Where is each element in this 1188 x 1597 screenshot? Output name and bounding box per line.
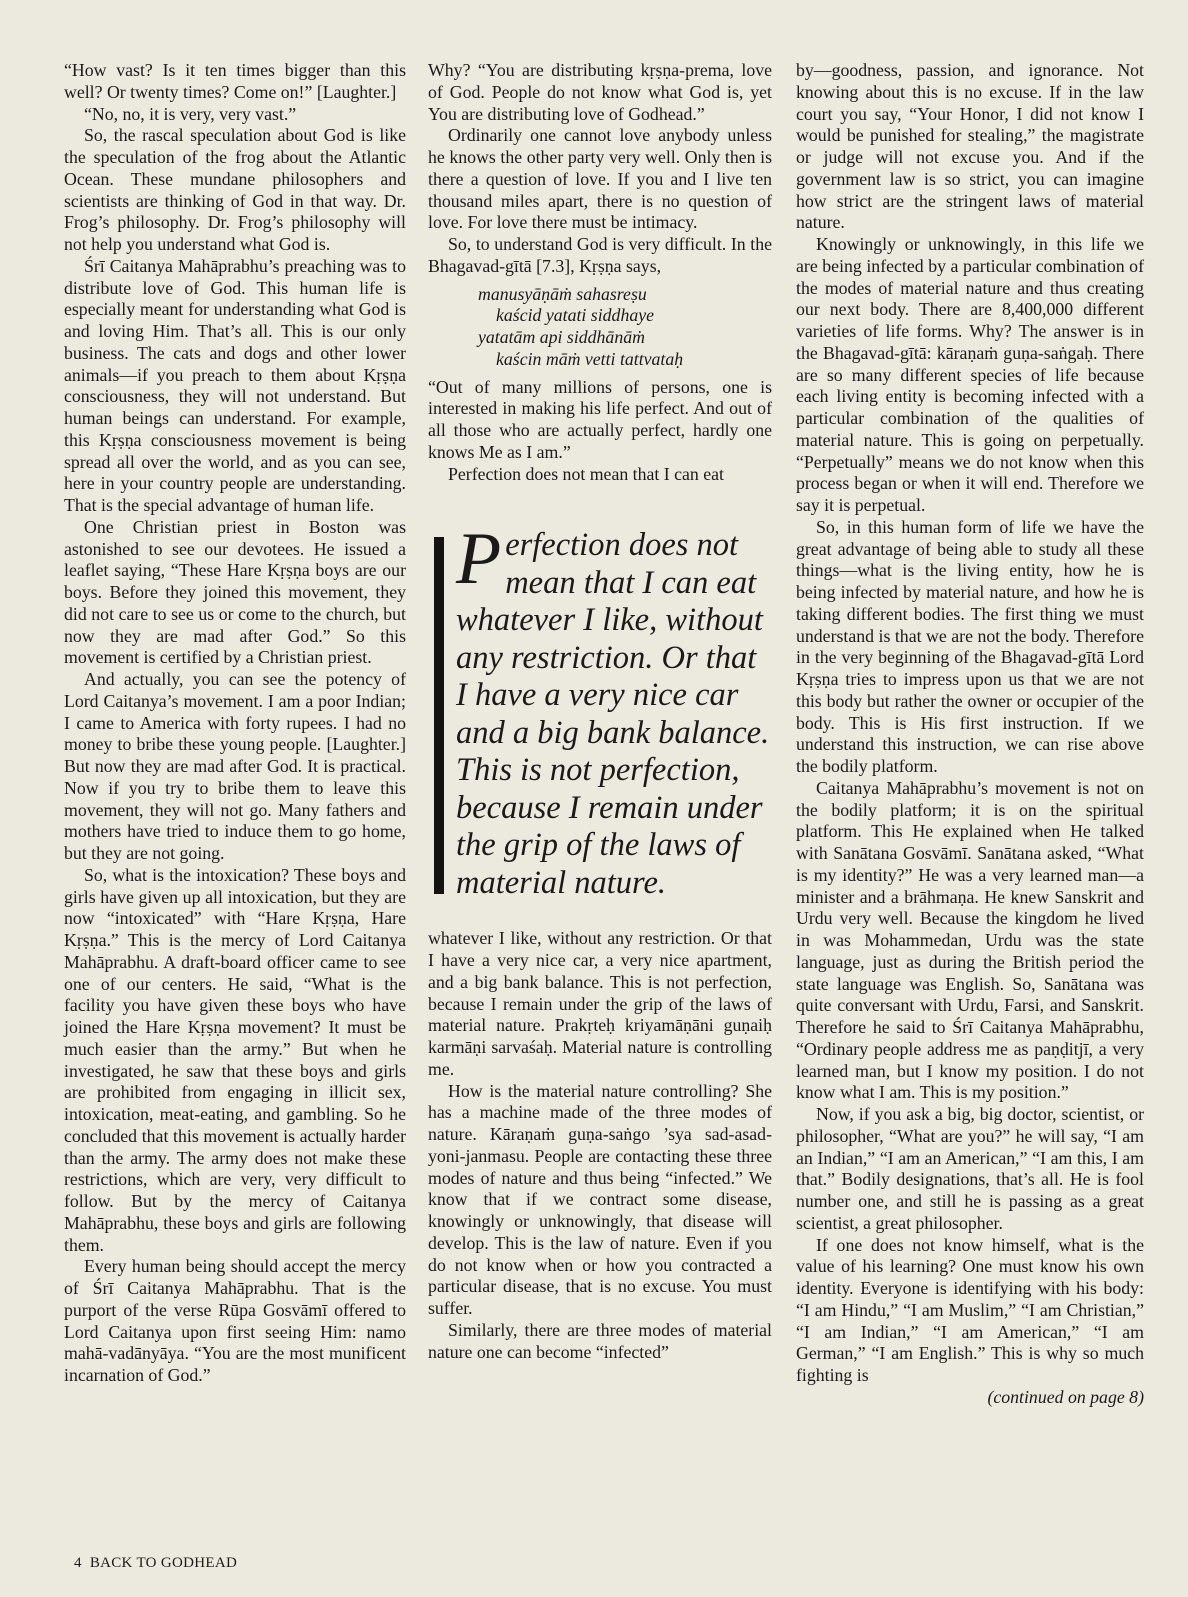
paragraph: And actually, you can see the potency of Lord Caitanya’s movement. I am a poor Indian; I came to America with forty rupees. I had no money to bribe these young people. [Laughter.] But now they are mad after God. It is practical. Now if you try to bribe them to leave this movement, they will not go. Many fathers and mothers have tried to induce them to go home, but they are not going.: [64, 669, 406, 863]
paragraph: Why? “You are distributing kṛṣṇa-prema, love of God. People do not know what God is, yet You are distributing love of Godhead.”: [428, 60, 772, 124]
column-2: [428, 60, 772, 1363]
paragraph: One Christian priest in Boston was astonished to see our devotees. He issued a leaflet saying, “These Hare Kṛṣṇa boys are our boys. Before they joined this movement, they did not care to see us or come to the church, but now they are mad after God.” So this movement is certified by a Christian priest.: [64, 516, 406, 668]
sanskrit-verse: [478, 284, 772, 371]
column-3: [796, 60, 1144, 1409]
paragraph: Perfection does not mean that I can eat: [448, 463, 724, 484]
pull-quote-rule: [434, 537, 444, 894]
paragraph: Similarly, there are three modes of material nature one can become “infected”: [428, 1319, 772, 1362]
paragraph: So, to understand God is very difficult. In the Bhagavad-gītā [7.3], Kṛṣṇa says,: [428, 234, 772, 276]
paragraph: Every human being should accept the mercy of Śrī Caitanya Mahāprabhu. That is the purport of the verse Rūpa Gosvāmī offered to Lord Caitanya upon first seeing Him: namo mahā-vadānyāya. “You are the most munificent incarnation of God.”: [64, 1256, 406, 1385]
verse-line: manusyāṇāṁ sahasreṣu: [478, 283, 647, 304]
verse-line: kaścin māṁ vetti tattvataḥ: [496, 348, 684, 369]
paragraph: Knowingly or unknowingly, in this life we are being infected by a particular combination of the modes of material nature and thus creating our next body. There are 8,400,000 different varieties of life forms. Why? The answer is in the Bhagavad-gītā: kāraṇaṁ guṇa-saṅgaḥ. There are so many different species of life because each living entity is becoming infected with a particular combination of the qualities of material nature. This is going on perpetually. “Perpetually” means we do not know when this process began or when it will end. Therefore we say it is perpetual.: [796, 234, 1144, 515]
verse-line: kaścid yatati siddhaye: [496, 305, 655, 326]
magazine-title: BACK TO GODHEAD: [89, 1555, 238, 1571]
paragraph: “How vast? Is it ten times bigger than this well? Or twenty times? Come on!” [Laughter.]: [64, 60, 406, 102]
paragraph: So, the rascal speculation about God is like the speculation of the frog about the Atlantic Ocean. These mundane philosophers and scientists are thinking of God in that way. Dr. Frog’s philosophy. Dr. Frog’s philosophy will not help you understand what God is.: [64, 125, 406, 254]
pull-quote-text: erfection does not mean that I can eat whatever I like, without any restriction. Or that I have a very nice car and a big bank balance. This is not perfection, because I remain under the grip of the laws of material nature.: [456, 527, 770, 901]
paragraph: “No, no, it is very, very vast.”: [84, 103, 297, 124]
paragraph: How is the material nature controlling? She has a machine made of the three modes of nature. Kāraṇaṁ guṇa-saṅgo ’sya sad-asad-yoni-janmasu. People are contacting these three modes of nature and thus being “infected.” We know that if we contract some disease, knowingly or unknowingly, that disease will develop. This is the law of nature. Even if you do not know when or how you contracted a particular disease, that is no excuse. You must suffer.: [428, 1080, 772, 1318]
drop-cap: P: [456, 518, 502, 601]
paragraph: “Out of many millions of persons, one is interested in making his life perfect. And out of all those who are actually perfect, hardly one knows Me as I am.”: [428, 376, 772, 462]
paragraph: If one does not know himself, what is the value of his learning? One must know his own identity. Everyone is identifying with his body: “I am Hindu,” “I am Muslim,” “I am Christian,” “I am Indian,” “I am American,” “I am German,” “I am English.” This is why so much fighting is: [796, 1234, 1144, 1385]
paragraph: Ordinarily one cannot love anybody unless he knows the other party very well. Only then is there a question of love. If you and I live ten thousand miles apart, there is no question of love. For love there must be intimacy.: [428, 125, 772, 233]
page-footer: [74, 1555, 237, 1572]
paragraph: Śrī Caitanya Mahāprabhu’s preaching was to distribute love of God. This human life is especially meant for understanding what God is and loving Him. That’s all. This is our only business. The cats and dogs and other lower animals—if you preach to them about Kṛṣṇa consciousness, they will not understand. But human beings can understand. For example, this Kṛṣṇa consciousness movement is being spread all over the world, and as you can see, here in your country people are understanding. That is the special advantage of human life.: [64, 255, 406, 515]
pull-quote: [428, 518, 772, 902]
verse-line: yatatām api siddhānāṁ: [478, 327, 645, 347]
paragraph: whatever I like, without any restriction. Or that I have a very nice car, a very nice apartment, and a big bank balance. This is not perfection, because I remain under the grip of the laws of material nature. Prakṛteḥ kriyamāṇāni guṇaiḥ karmāṇi sarvaśaḥ. Material nature is controlling me.: [428, 928, 772, 1079]
column-1: [64, 60, 406, 1387]
page-number: 4: [74, 1555, 82, 1571]
paragraph: by—goodness, passion, and ignorance. Not knowing about this is no excuse. If in the law court you say, “Your Honor, I did not know I would be punished for stealing,” the magistrate or judge will not excuse you. And if the government law is so strict, you can imagine how strict are the stringent laws of material nature.: [796, 60, 1144, 233]
paragraph: Caitanya Mahāprabhu’s movement is not on the bodily platform; it is on the spiritual platform. This He explained when He talked with Sanātana Gosvāmī. Sanātana asked, “What is my identity?” He was a very learned man—a minister and a brāhmaṇa. He knew Sanskrit and Urdu very well. Because the kingdom he lived in was Mohammedan, Urdu was the state language, just as during the British period the state language was English. So, Sanātana was quite conversant with Urdu, Farsi, and Sanskrit. Therefore he said to Śrī Caitanya Mahāprabhu, “Ordinary people address me as paṇḍitjī, a very learned man, but I know my position. I do not know what I am. This is my position.”: [796, 777, 1144, 1103]
paragraph: So, what is the intoxication? These boys and girls have given up all intoxication, but they are now “intoxicated” with “Hare Kṛṣṇa, Hare Kṛṣṇa.” This is the mercy of Lord Caitanya Mahāprabhu. A draft-board officer came to see one of our centers. He said, “What is the facility you have given these boys who have joined the Hare Kṛṣṇa movement? It must be much easier than the army.” But when he investigated, he saw that these boys and girls are prohibited from engaging in illicit sex, intoxication, meat-eating, and gambling. So he concluded that this movement is actually harder than the army. The army does not make these restrictions, which are very, very difficult to follow. But by the mercy of Caitanya Mahāprabhu, these boys and girls are following them.: [64, 864, 406, 1255]
paragraph: Now, if you ask a big, big doctor, scientist, or philosopher, “What are you?” he will say, “I am an Indian,” “I am an American,” “I am this, I am that.” Bodily designations, that’s all. He is fool number one, and still he is passing as a great scientist, a great philosopher.: [796, 1104, 1144, 1233]
paragraph: So, in this human form of life we have the great advantage of being able to study all these things—what is the living entity, how he is being infected by material nature, and how he is taking different bodies. The first thing we must understand is that we are not the body. Therefore in the very beginning of the Bhagavad-gītā Lord Kṛṣṇa tries to impress upon us that we are not this body but rather the owner or occupier of the body. This is His first instruction. If we understand this instruction, we can rise above the bodily platform.: [796, 516, 1144, 776]
continued-note: (continued on page 8): [987, 1386, 1144, 1407]
